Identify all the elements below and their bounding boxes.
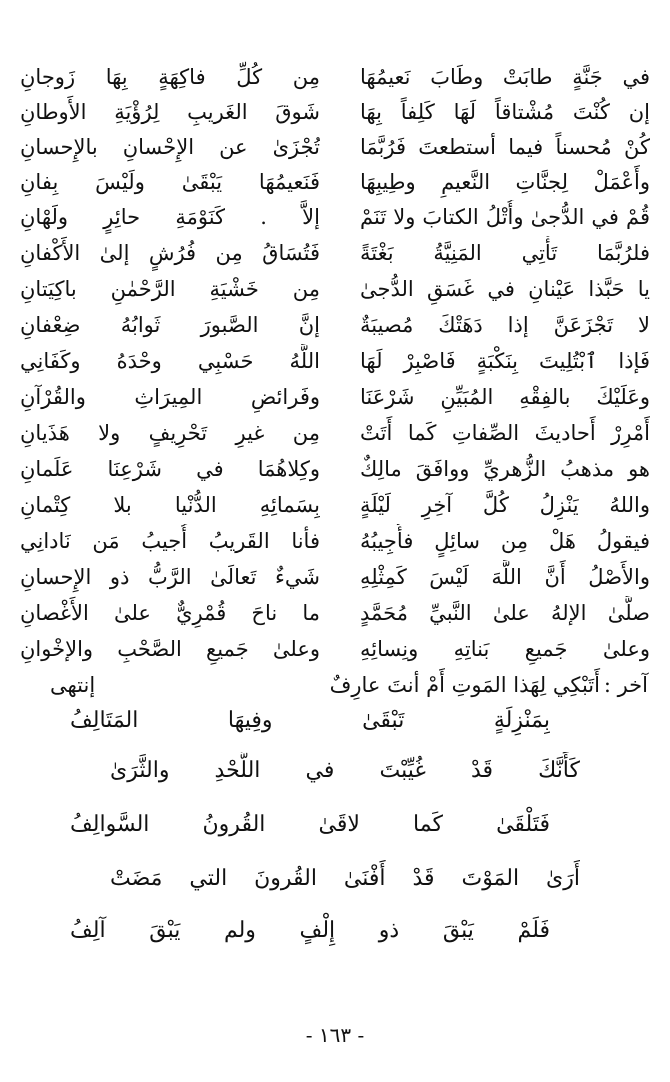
verse-line: [20, 130, 650, 165]
other-poem-first-line: أَتَبْكِي لِهَذا المَوتِ أَمْ أنتَ عارِفٌ: [329, 673, 600, 697]
verse-second-hemistich: تُجْزَىٰ عن الإِحْسانِ بالإِحسانِ: [20, 135, 320, 159]
verse-line: [20, 632, 650, 667]
verse-first-hemistich: وعلىٰ جَميعِ بَناتِهِ ونِسائِهِ: [360, 637, 650, 661]
verse-line: [20, 488, 650, 523]
verse-line: [20, 272, 650, 307]
verse-line: [20, 560, 650, 595]
verse-line: [20, 524, 650, 559]
verse-line: [20, 380, 650, 415]
verse-first-hemistich: وعَلَيْكَ بالفِقْهِ المُبَيِّنِ شَرْعَنَا: [360, 385, 650, 409]
verse-second-hemistich: وفَرائضِ المِيرَاثِ والقُرْآنِ: [20, 385, 320, 409]
stanza-line: بِمَنْزِلَةٍ تَبْقَىٰ وفِيهَا المَتَالِفُ: [70, 708, 550, 733]
verse-second-hemistich: فأنا القَريبُ أُجيبُ مَن نَادانِي: [20, 529, 320, 553]
stanza-line: فَتَلْقَىٰ كَما لاقَىٰ القُرونُ السَّوالِفُ: [70, 812, 550, 837]
stanza-line: كَأَنَّكَ قَدْ غُيِّبْتَ في اللَّحْدِ والثَّرَىٰ: [110, 758, 580, 783]
verse-line: [20, 596, 650, 631]
verse-first-hemistich: قُمْ في الدُّجىٰ وأُتْلُ الكتابَ ولا تَنَمْ: [360, 205, 650, 229]
verse-line: [20, 308, 650, 343]
verse-second-hemistich: وعلىٰ جَميعِ الصَّحْبِ والإخْوانِ: [20, 637, 320, 661]
verse-first-hemistich: لا تَجْزَعَنَّ إذا دَهَتْكَ مُصيبَةٌ: [360, 313, 650, 337]
verse-first-hemistich: فيقولُ هَلْ مِن سائِلٍ فأُجِيبُهُ: [360, 529, 650, 553]
verse-second-hemistich: إلاَّ . كَنَوْمَةِ حائِرٍ ولَهْانِ: [20, 205, 320, 229]
verse-line: [20, 416, 650, 451]
other-poem-label: آخر :: [603, 673, 648, 697]
page-number: - ١٦٣ -: [305, 1023, 365, 1047]
verse-second-hemistich: بِسَمائِهِ الدُّنْيا بلا كِتْمانِ: [20, 493, 320, 517]
verse-first-hemistich: واللهُ يَنْزِلُ كُلَّ آخِرِ لَيْلَةٍ: [360, 493, 650, 517]
verse-second-hemistich: شَيءٌ تَعالَىٰ الرَّبُّ ذو الإِحسانِ: [20, 565, 320, 589]
verse-second-hemistich: فَنَعيمُهَا يَبْقَىٰ ولَيْسَ بِفانِ: [20, 170, 320, 194]
verse-first-hemistich: في جَنَّةٍ طابَتْ وطَابَ نَعيمُهَا: [360, 65, 650, 89]
verse-second-hemistich: فَتُسَاقُ مِن فُرُشٍ إلىٰ الأَكْفانِ: [20, 241, 320, 265]
verse-first-hemistich: والأَصْلُ أَنَّ اللَّهَ لَيْسَ كَمِثْلِهِ: [360, 565, 650, 589]
final-verse-line: [10, 668, 660, 703]
stanza-line: فَلَمْ يَبْقَ ذو إِلْفٍ ولم يَبْقَ آلِفُ: [70, 918, 550, 943]
verse-first-hemistich: إن كُنْتَ مُشْتاقاً لَهَا كَلِفاً بِهَا: [360, 100, 650, 124]
verse-second-hemistich: ما ناحَ قُمْرِيٌّ علىٰ الأَغْصانِ: [20, 601, 320, 625]
verse-second-hemistich: وكِلاهُمَا في شَرْعِنَا عَلَمانِ: [20, 457, 320, 481]
verse-first-hemistich: أَمْرِرْ أَحاديثَ الصِّفاتِ كَما أَتَتْ: [360, 421, 650, 445]
verse-line: [20, 60, 650, 95]
verse-second-hemistich: مِن غيرِ تَحْرِيفٍ ولا هَذَيانِ: [20, 421, 320, 445]
verse-line: [20, 236, 650, 271]
verse-first-hemistich: وأَعْمَلْ لِجنَّاتِ النَّعيمِ وطِيبِهَا: [360, 170, 650, 194]
verse-first-hemistich: يا حَبَّذا عَيْنانِ في غَسَقِ الدُّجىٰ: [360, 277, 650, 301]
verse-line: [20, 200, 650, 235]
verse-second-hemistich: شَوقَ الغَريبِ لِرُؤْيَةِ الأَوطانِ: [20, 100, 320, 124]
verse-second-hemistich: إنَّ الصَّبورَ ثَوابُهُ ضِعْفانِ: [20, 313, 320, 337]
verse-second-hemistich: مِن خَشْيَةِ الرَّحْمٰنِ باكِيَتانِ: [20, 277, 320, 301]
verse-first-hemistich: فَإذا ٱبْتُلِيتَ بِنَكْبَةٍ فَاصْبِرْ لَهَا: [360, 349, 650, 373]
verse-line: [20, 95, 650, 130]
verse-line: [20, 344, 650, 379]
verse-second-hemistich: مِن كُلِّ فاكِهَةٍ بِهَا زَوجانِ: [20, 65, 320, 89]
verse-first-hemistich: فلرُبَّمَا تَأْتِي المَنِيَّةُ بَغْتَةً: [360, 241, 650, 265]
verse-line: [20, 165, 650, 200]
verse-first-hemistich: كُنْ مُحسناً فيما أستطعتَ فَرُبَّمَا: [360, 135, 650, 159]
stanza-line: أَرَىٰ المَوْتَ قَدْ أَفْنَىٰ القُرونَ التي مَضَتْ: [110, 866, 580, 891]
end-marker: إنتهى: [50, 673, 96, 697]
verse-first-hemistich: هو مذهبُ الزُّهريِّ ووافَقَ مالِكٌ: [360, 457, 650, 481]
verse-second-hemistich: اللَّهُ حَسْبِي وحْدَهُ وكَفَانِي: [20, 349, 320, 373]
verse-line: [20, 452, 650, 487]
verse-first-hemistich: صلَّىٰ الإلهُ علىٰ النَّبيِّ مُحَمَّدٍ: [360, 601, 650, 625]
